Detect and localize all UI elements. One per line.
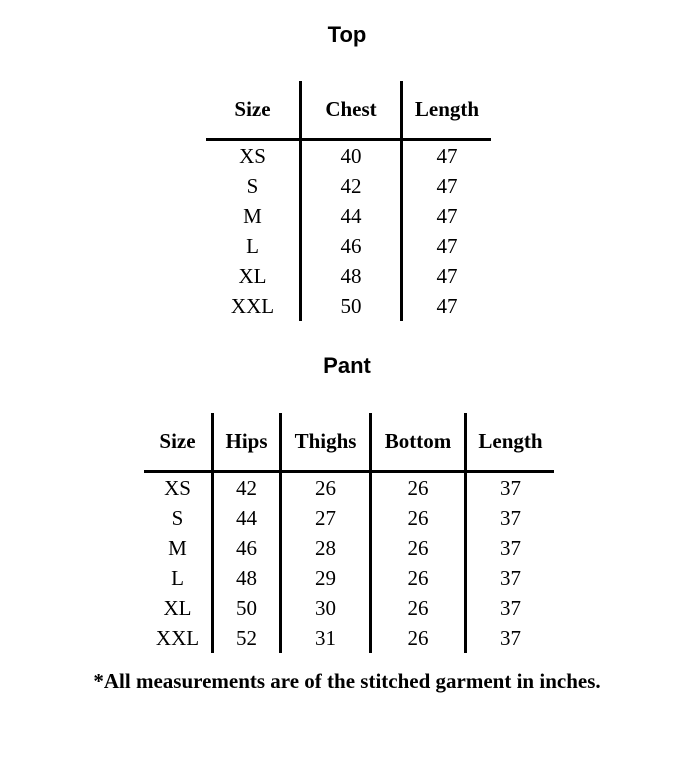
- cell-size: L: [144, 563, 213, 593]
- cell-bottom: 26: [371, 563, 466, 593]
- cell-bottom: 26: [371, 623, 466, 653]
- cell-chest: 40: [301, 140, 402, 172]
- cell-chest: 46: [301, 231, 402, 261]
- cell-size: XL: [206, 261, 301, 291]
- measurement-footnote: *All measurements are of the stitched garment in inches.: [93, 669, 601, 693]
- table-row: [144, 563, 554, 593]
- cell-chest: 42: [301, 171, 402, 201]
- cell-length: 47: [436, 234, 458, 258]
- cell-length: 47: [436, 144, 458, 168]
- cell-bottom: 26: [371, 533, 466, 563]
- table-row: [144, 472, 554, 504]
- cell-thighs: 31: [281, 623, 371, 653]
- column-header-length: Length: [466, 413, 555, 472]
- cell-hips: 52: [213, 623, 281, 653]
- cell-length: 47: [436, 174, 458, 198]
- table-row: [144, 533, 554, 563]
- table-row: [206, 291, 491, 321]
- cell-hips: 46: [213, 533, 281, 563]
- cell-hips: 48: [213, 563, 281, 593]
- cell-size: XXL: [206, 291, 301, 321]
- cell-hips: 44: [213, 503, 281, 533]
- cell-size: XS: [206, 140, 301, 172]
- cell-size: M: [144, 533, 213, 563]
- cell-hips: 42: [213, 472, 281, 504]
- cell-size: L: [206, 231, 301, 261]
- top-size-table: [206, 81, 491, 321]
- cell-bottom: 26: [371, 593, 466, 623]
- column-header-length: Length: [402, 81, 492, 140]
- cell-length: 37: [500, 626, 521, 650]
- cell-bottom: 26: [371, 472, 466, 504]
- cell-hips: 50: [213, 593, 281, 623]
- cell-length: 47: [436, 204, 458, 228]
- cell-thighs: 29: [281, 563, 371, 593]
- table-header-row: [144, 413, 554, 472]
- cell-thighs: 30: [281, 593, 371, 623]
- table-row: [206, 140, 491, 172]
- table-row: [144, 503, 554, 533]
- column-header-size: Size: [206, 81, 301, 140]
- cell-length: 37: [500, 536, 521, 560]
- pant-section-title: Pant: [323, 353, 371, 378]
- column-header-size: Size: [144, 413, 213, 472]
- column-header-hips: Hips: [213, 413, 281, 472]
- cell-length: 37: [500, 596, 521, 620]
- cell-size: XXL: [144, 623, 213, 653]
- table-row: [206, 201, 491, 231]
- cell-length: 47: [436, 264, 458, 288]
- table-row: [206, 261, 491, 291]
- table-header-row: [206, 81, 491, 140]
- cell-chest: 50: [301, 291, 402, 321]
- cell-bottom: 26: [371, 503, 466, 533]
- cell-length: 37: [500, 476, 521, 500]
- cell-thighs: 26: [281, 472, 371, 504]
- table-row: [144, 593, 554, 623]
- cell-chest: 48: [301, 261, 402, 291]
- pant-size-table: [144, 413, 554, 653]
- column-header-thighs: Thighs: [281, 413, 371, 472]
- table-row: [206, 231, 491, 261]
- cell-size: M: [206, 201, 301, 231]
- cell-length: 47: [436, 294, 458, 318]
- cell-size: S: [144, 503, 213, 533]
- cell-thighs: 27: [281, 503, 371, 533]
- cell-size: XL: [144, 593, 213, 623]
- cell-length: 37: [500, 566, 521, 590]
- cell-chest: 44: [301, 201, 402, 231]
- cell-thighs: 28: [281, 533, 371, 563]
- cell-size: XS: [144, 472, 213, 504]
- column-header-bottom: Bottom: [371, 413, 466, 472]
- cell-length: 37: [500, 506, 521, 530]
- table-row: [144, 623, 554, 653]
- table-row: [206, 171, 491, 201]
- column-header-chest: Chest: [301, 81, 402, 140]
- top-section-title: Top: [327, 22, 367, 47]
- cell-size: S: [206, 171, 301, 201]
